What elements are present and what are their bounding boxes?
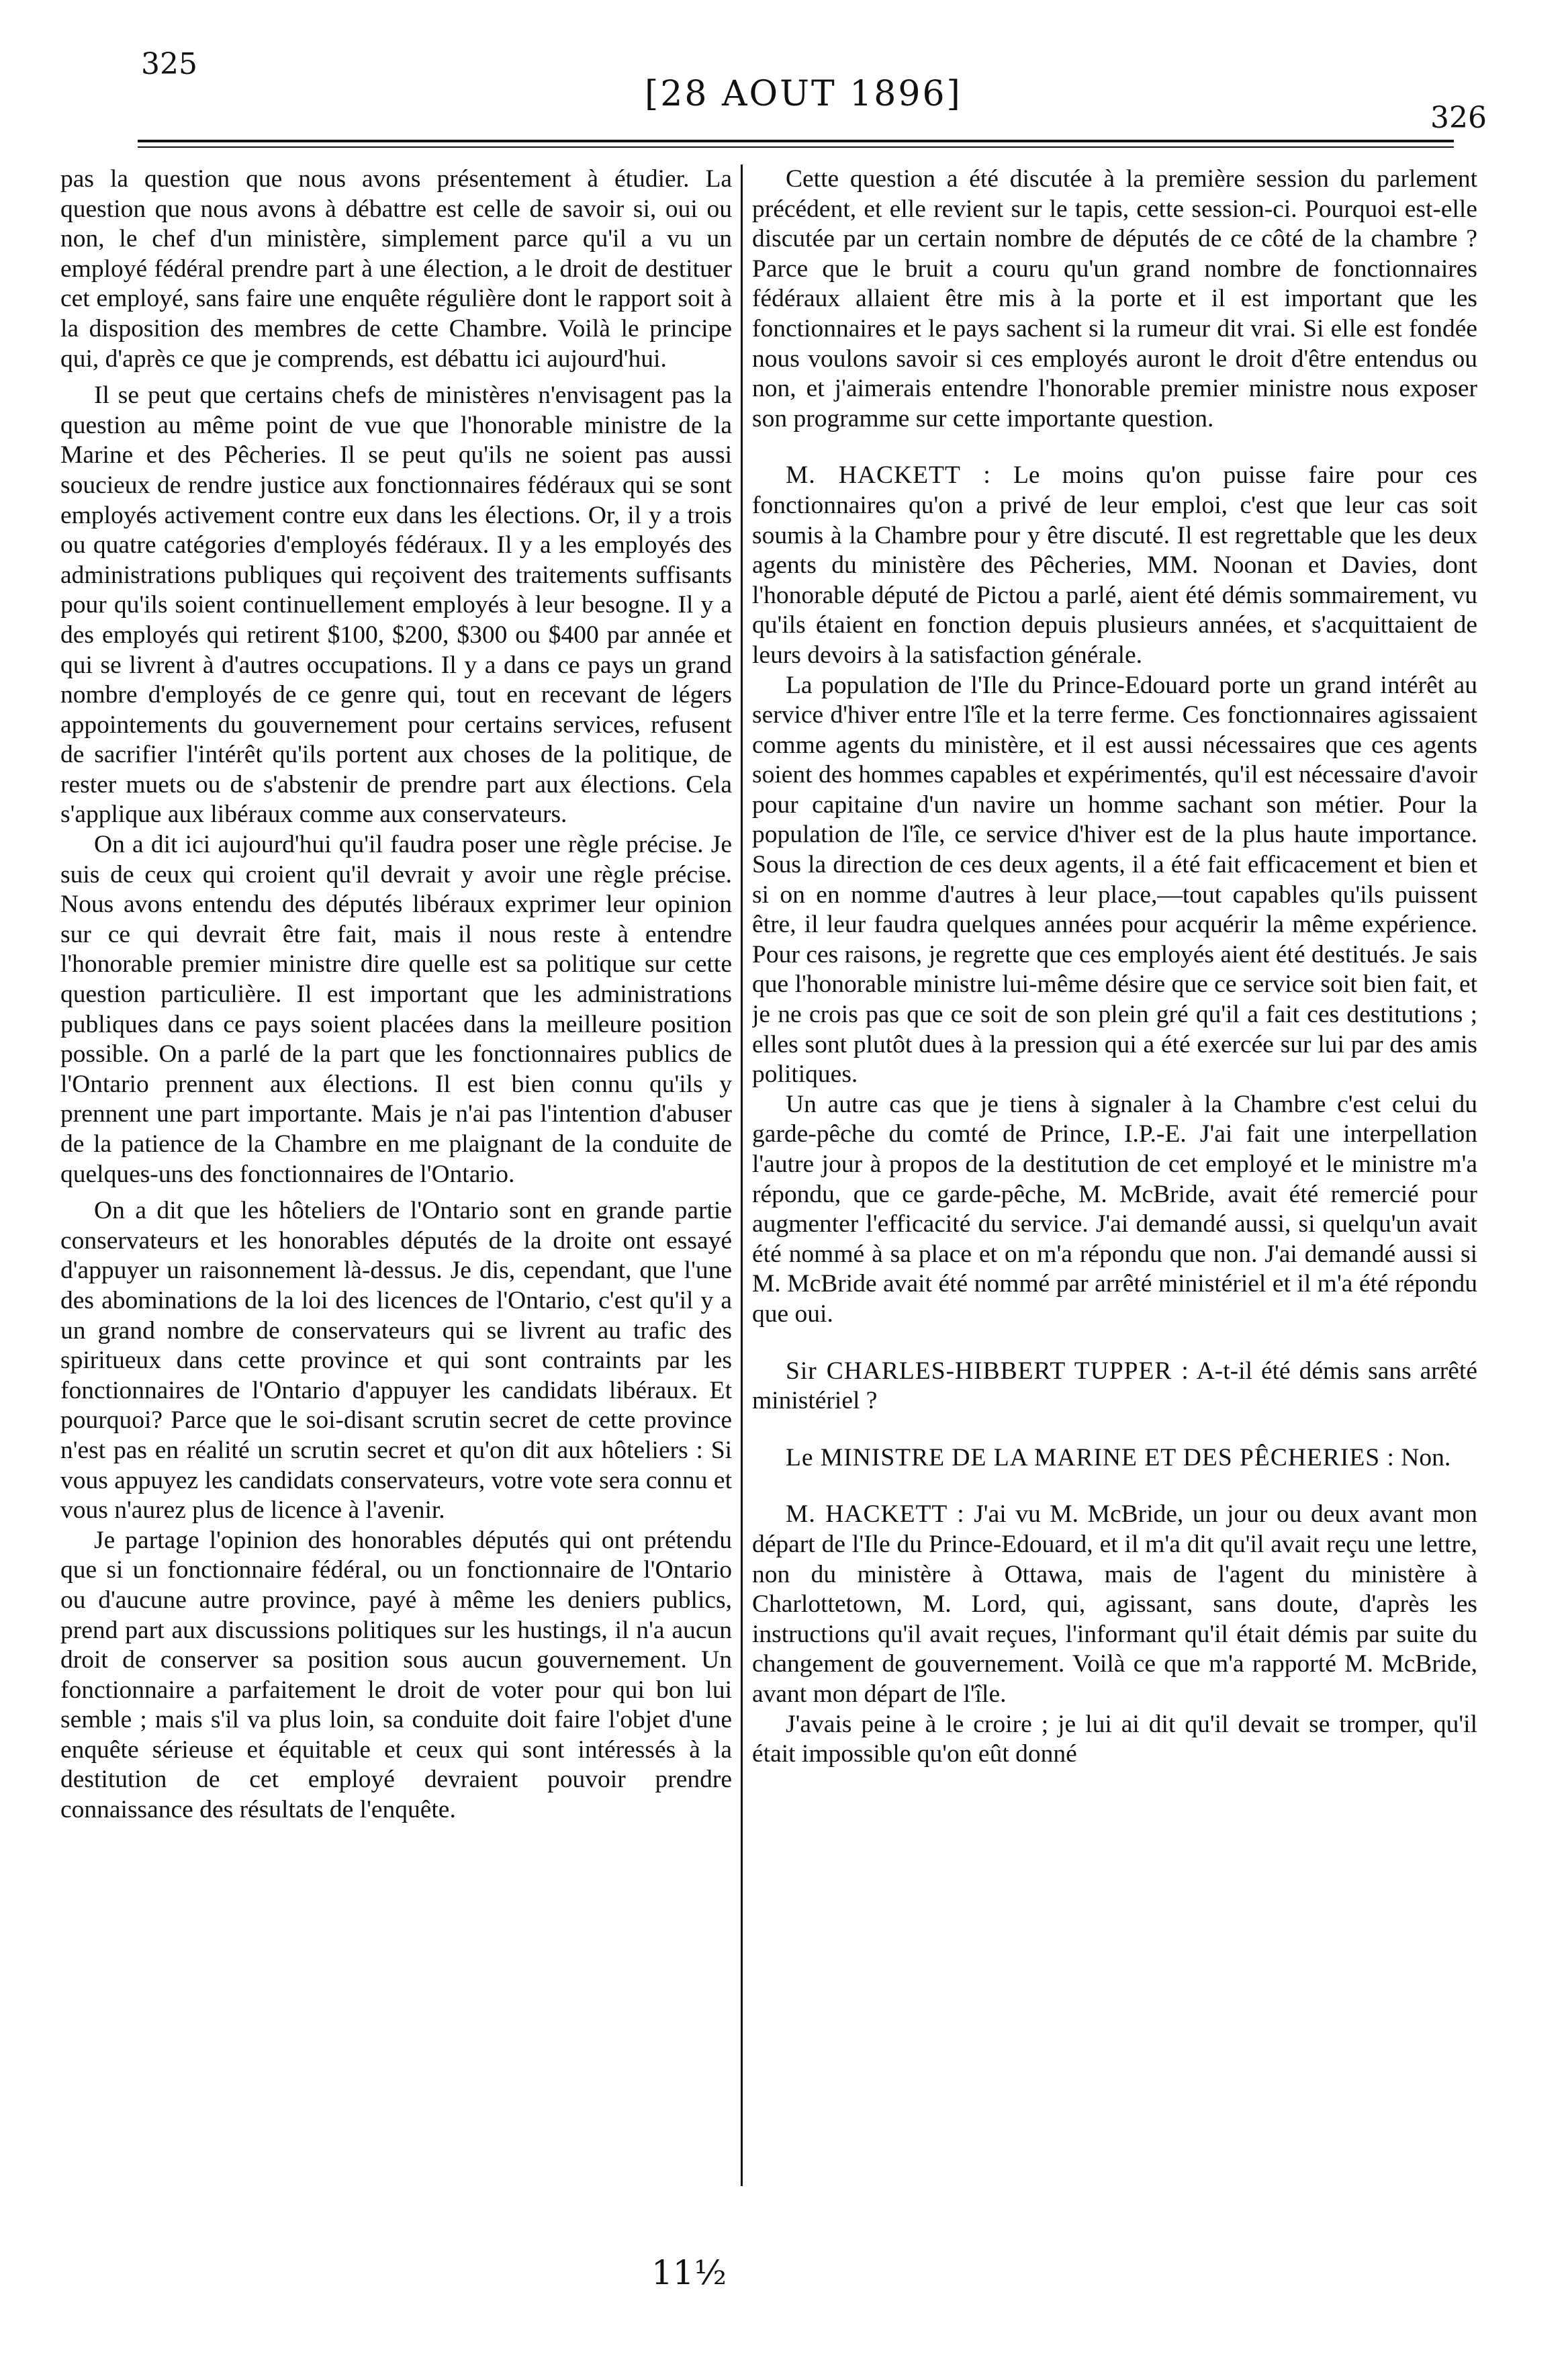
speech-text: Non. bbox=[1401, 1443, 1451, 1471]
speaker-name: M. HACKETT : bbox=[786, 461, 991, 490]
speaker-name: M. HACKETT : bbox=[786, 1500, 965, 1529]
paragraph: On a dit ici aujourd'hui qu'il faudra poser une règle précise. Je suis de ceux qui croient qu'il devrait y avoir une règle précise. Nous avons entendu des députés libéraux exprimer leur opinion sur ce qui devrait être fait, mais il nous reste à entendre l'honorable premier ministre dire quelle est sa politique sur cette question particulière. Il est important que les administrations publiques dans ce pays soient placées dans la meilleure position possible. On a parlé de la part que les fonctionnaires publics de l'Ontario prennent aux élections. Il est bien connu qu'ils y prennent une part importante. Mais je n'ai pas l'intention d'abuser de la patience de la Chambre en me plaignant de la conduite de quelques-uns des fonctionnaires de l'Ontario. bbox=[60, 831, 732, 1188]
speech-paragraph bbox=[752, 461, 1477, 670]
paragraph: J'avais peine à le croire ; je lui ai dit qu'il devait se tromper, qu'il était impossible qu'on eût donné bbox=[752, 1710, 1477, 1768]
right-column bbox=[752, 165, 1477, 2179]
paragraph: Il se peut que certains chefs de ministères n'envisagent pas la question au même point de vue que l'honorable ministre de la Marine et des Pêcheries. Il se peut qu'ils ne soient pas aussi soucieux de rendre justice aux fonctionnaires fédéraux qui se sont employés activement contre eux dans les élections. Or, il y a trois ou quatre catégories d'employés fédéraux. Il y a les employés des administrations publiques qui reçoivent des traitements suffisants pour qu'ils soient continuellement employés à leur besogne. Il y a des employés qui retirent $100, $200, $300 ou $400 par année et qui se livrent à d'autres occupations. Il y a dans ce pays un grand nombre d'employés de ce genre qui, tout en recevant de légers appointements du gouvernement pour certains services, refusent de sacrifier l'intérêt qu'ils portent aux choses de la politique, de rester muets ou de s'abstenir de prendre part aux élections. Cela s'applique aux libéraux comme aux conservateurs. bbox=[60, 381, 732, 829]
page-number-right: 326 bbox=[1430, 101, 1487, 135]
paragraph: Cette question a été discutée à la première session du parlement précédent, et elle revient sur le tapis, cette session-ci. Pourquoi est-elle discutée par un certain nombre de députés de ce côté de la chambre ? Parce que le bruit a couru qu'un grand nombre de fonctionnaires fédéraux allaient être mis à la porte et il est important que les fonctionnaires et le pays sachent si la rumeur dit vrai. Si elle est fondée nous voulons savoir si ces employés auront le droit d'être entendus ou non, et j'aimerais entendre l'honorable premier ministre nous exposer son programme sur cette importante question. bbox=[752, 165, 1477, 433]
header-rule-thin bbox=[138, 146, 1454, 148]
header-rule bbox=[138, 140, 1454, 142]
page-date-title: [28 AOUT 1896] bbox=[645, 74, 962, 114]
page-number-left: 325 bbox=[141, 47, 197, 81]
column-divider bbox=[741, 165, 743, 2186]
speech-text: A-t-il été démis sans arrêté ministériel ? bbox=[752, 1357, 1477, 1415]
page-header bbox=[0, 0, 1568, 154]
left-column bbox=[60, 165, 732, 2179]
speech-paragraph bbox=[752, 1357, 1477, 1416]
paragraph: pas la question que nous avons présentement à étudier. La question que nous avons à débattre est celle de savoir si, oui ou non, le chef d'un ministère, simplement parce qu'il a vu un employé fédéral prendre part à une élection, a le droit de destituer cet employé, sans faire une enquête régulière dont le rapport soit à la disposition des membres de cette Chambre. Voilà le principe qui, d'après ce que je comprends, est débattu ici aujourd'hui. bbox=[60, 165, 732, 373]
speech-text: J'ai vu M. McBride, un jour ou deux avant mon départ de l'Ile du Prince-Edouard, et il m'a dit qu'il avait reçu une lettre, non du ministère à Ottawa, mais de l'agent du ministère à Charlottetown, M. Lord, qui, agissant, sans doute, d'après les instructions qu'il avait reçues, l'informant qu'il était démis par suite du changement de gouvernement. Voilà ce que m'a rapporté M. McBride, avant mon départ de l'île. bbox=[752, 1500, 1477, 1708]
paragraph: On a dit que les hôteliers de l'Ontario sont en grande partie conservateurs et les honorables députés de la droite ont essayé d'appuyer un raisonnement là-dessus. Je dis, cependant, que l'une des abominations de la loi des licences de l'Ontario, c'est qu'il y a un grand nombre de conservateurs qui se livrent au trafic des spiritueux dans cette province et qui sont contraints par les fonctionnaires de l'Ontario d'appuyer les candidats libéraux. Et pourquoi? Parce que le soi-disant scrutin secret de cette province n'est pas en réalité un scrutin secret et qu'on dit aux hôteliers : Si vous appuyez les candidats conservateurs, votre vote sera connu et vous n'aurez plus de licence à l'avenir. bbox=[60, 1197, 732, 1525]
speech-paragraph bbox=[752, 1500, 1477, 1709]
speaker-name: Le MINISTRE DE LA MARINE ET DES PÊCHERIES : bbox=[786, 1443, 1395, 1471]
paragraph: Je partage l'opinion des honorables députés qui ont prétendu que si un fonctionnaire fédéral, ou un fonctionnaire de l'Ontario ou d'aucune autre province, payé à même les deniers publics, prend part aux discussions politiques sur les hustings, il n'a aucun droit de conserver sa position sous aucun gouvernement. Un fonctionnaire a parfaitement le droit de voter pour qui bon lui semble ; mais s'il va plus loin, sa conduite doit faire l'objet d'une enquête sérieuse et équitable et ceux qui sont intéressés à la destitution de cet employé devraient pouvoir prendre connaissance des résultats de l'enquête. bbox=[60, 1526, 732, 1824]
signature-mark: 11½ bbox=[651, 2253, 727, 2292]
paragraph: La population de l'Ile du Prince-Edouard porte un grand intérêt au service d'hiver entre l'île et la terre ferme. Ces fonctionnaires agissaient comme agents du ministère, et il est aussi nécessaires que ces agents soient des hommes capables et expérimentés, qu'il est nécessaire d'avoir pour capitaine d'un navire un homme sachant son métier. Pour la population de l'île, ce service d'hiver est de la plus haute importance. Sous la direction de ces deux agents, il a été fait efficacement et bien et si on en nomme d'autres à leur place,—tout capables qu'ils puissent être, il leur faudra quelques années pour acquérir la même expérience. Pour ces raisons, je regrette que ces employés aient été destitués. Je sais que l'honorable ministre lui-même désire que ce service soit bien fait, et je ne crois pas que ce soit de son plein gré qu'il a fait ces destitutions ; elles sont plutôt dues à la pression qui a été exercée sur lui par des amis politiques. bbox=[752, 671, 1477, 1089]
paragraph: Un autre cas que je tiens à signaler à la Chambre c'est celui du garde-pêche du comté de Prince, I.P.-E. J'ai fait une interpellation l'autre jour à propos de la destitution de cet employé et le ministre m'a répondu, que ce garde-pêche, M. McBride, avait été remercié pour augmenter l'efficacité du service. J'ai demandé aussi, si quelqu'un avait été nommé à sa place et on m'a répondu que non. J'ai demandé aussi si M. McBride avait été nommé par arrêté ministériel et il m'a été répondu que oui. bbox=[752, 1090, 1477, 1328]
speech-paragraph bbox=[752, 1443, 1477, 1473]
speaker-name: Sir CHARLES-HIBBERT TUPPER : bbox=[786, 1357, 1189, 1385]
speech-text: Le moins qu'on puisse faire pour ces fonctionnaires qu'on a privé de leur emploi, c'est que leur cas soit soumis à la Chambre pour y être discuté. Il est regrettable que les deux agents du ministère des Pêcheries, MM. Noonan et Davies, dont l'honorable député de Pictou a parlé, aient été démis sommairement, vu qu'ils étaient en fonction depuis plusieurs années, et s'acquittaient de leurs devoirs à la satisfaction générale. bbox=[752, 461, 1477, 669]
